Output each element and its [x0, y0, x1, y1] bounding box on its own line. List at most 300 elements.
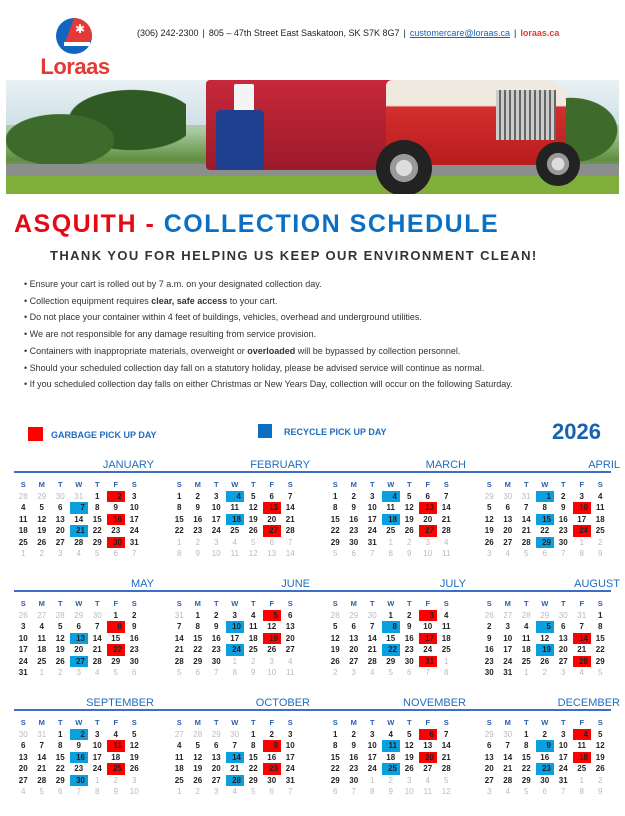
calendar-day: 6 — [288, 610, 293, 620]
calendar-day: 23 — [558, 526, 568, 535]
weekday-header: S — [443, 480, 449, 489]
calendar-day: 6 — [407, 668, 412, 677]
calendar-day: 8 — [333, 503, 338, 512]
calendar-day: 21 — [367, 645, 377, 654]
calendar-day: 2 — [388, 775, 393, 785]
calendar-day: 26 — [404, 526, 414, 535]
calendar-day: 17 — [230, 633, 240, 643]
calendar-day: 6 — [542, 549, 547, 558]
calendar-day: 2 — [214, 610, 219, 620]
calendar-day: 29 — [595, 656, 605, 666]
calendar-day: 30 — [92, 610, 102, 620]
recycle-day: 11 — [382, 740, 401, 752]
calendar-day: 2 — [561, 491, 566, 501]
weekday-header: T — [213, 480, 219, 489]
calendar-day: 2 — [333, 668, 338, 677]
calendar-day: 29 — [330, 775, 340, 785]
calendar-day: 19 — [248, 514, 258, 524]
recycle-day: 22 — [382, 644, 401, 656]
calendar-day: 11 — [175, 752, 184, 762]
calendar-day: 23 — [349, 764, 359, 773]
calendar-day: 1 — [195, 610, 200, 620]
recycle-day: 18 — [226, 514, 245, 526]
calendar-day: 30 — [230, 729, 240, 739]
calendar-day: 8 — [177, 549, 182, 558]
calendar-day: 13 — [349, 633, 359, 643]
recycle-day: 19 — [536, 644, 555, 656]
calendar-day: 7 — [370, 622, 375, 631]
garbage-day: 16 — [107, 514, 126, 526]
calendar-day: 7 — [232, 741, 237, 750]
calendar-day: 30 — [540, 775, 550, 785]
calendar-day: 10 — [558, 741, 568, 750]
calendar-day: 25 — [595, 526, 605, 535]
calendar-day: 30 — [503, 729, 513, 739]
calendar-day: 18 — [174, 764, 184, 773]
calendar-day: 1 — [579, 537, 584, 547]
weekday-header: T — [560, 718, 566, 727]
calendar-day: 9 — [407, 549, 412, 558]
garbage-day: 31 — [419, 656, 438, 668]
calendar-day: 12 — [404, 503, 414, 512]
weekday-header: S — [176, 718, 182, 727]
calendar-day: 17 — [211, 514, 221, 524]
garbage-day: 13 — [419, 502, 438, 514]
month-name: AUGUST — [574, 578, 620, 590]
calendar-day: 16 — [540, 752, 550, 762]
garbage-legend-swatch — [28, 427, 43, 441]
calendar-day: 4 — [21, 503, 26, 512]
garbage-day: 6 — [419, 729, 438, 741]
weekday-header: F — [425, 599, 431, 608]
calendar-day: 2 — [407, 537, 412, 547]
calendar-day: 1 — [177, 787, 182, 796]
weekday-header: T — [57, 718, 63, 727]
recycle-day: 4 — [382, 491, 401, 503]
weekday-header: M — [194, 480, 201, 489]
calendar-day: 7 — [561, 549, 566, 558]
calendar-day: 5 — [407, 729, 412, 739]
calendar-day: 2 — [598, 775, 603, 785]
calendar-day: 29 — [540, 610, 550, 620]
garbage-day: 10 — [573, 502, 592, 514]
weekday-header: M — [504, 599, 511, 608]
calendar-day: 26 — [484, 610, 494, 620]
calendar-day: 8 — [542, 503, 547, 512]
calendar-day: 14 — [441, 741, 451, 750]
calendar-day: 12 — [129, 741, 139, 750]
calendar-day: 22 — [248, 764, 258, 773]
calendar-day: 5 — [333, 622, 338, 631]
calendar-day: 3 — [269, 656, 274, 666]
calendar-day: 24 — [558, 764, 568, 773]
calendar-day: 29 — [484, 729, 494, 739]
calendar-day: 5 — [251, 787, 256, 796]
calendar-day: 5 — [195, 741, 200, 750]
calendar-day: 1 — [58, 729, 63, 739]
calendar-day: 2 — [351, 729, 356, 739]
weekday-header: T — [406, 718, 412, 727]
calendar-day: 17 — [18, 645, 28, 654]
calendar-day: 30 — [267, 775, 277, 785]
calendar-day: 2 — [39, 549, 44, 558]
calendar-day: 10 — [404, 787, 414, 796]
calendar-day: 18 — [386, 752, 396, 762]
weekday-header: T — [369, 599, 375, 608]
calendar-day: 15 — [386, 633, 396, 643]
calendar-day: 4 — [76, 549, 81, 558]
calendar-day: 26 — [18, 610, 28, 620]
calendar-day: 3 — [351, 668, 356, 677]
calendar-day: 11 — [577, 741, 586, 750]
calendar-day: 1 — [251, 729, 256, 739]
weekday-header: M — [38, 718, 45, 727]
calendar-day: 17 — [367, 752, 377, 762]
calendar-day: 29 — [74, 610, 84, 620]
calendar-day: 5 — [58, 622, 63, 631]
garbage-day: 28 — [573, 656, 592, 668]
calendar-day: 30 — [55, 491, 65, 501]
calendar-day: 23 — [404, 645, 414, 654]
weekday-header: S — [486, 480, 492, 489]
calendar-day: 17 — [285, 752, 295, 762]
calendar-day: 22 — [521, 764, 531, 773]
calendar-day: 27 — [211, 775, 221, 785]
calendar-day: 1 — [113, 610, 118, 620]
weekday-header: S — [597, 599, 603, 608]
calendar-day: 25 — [37, 656, 47, 666]
calendar-day: 7 — [39, 741, 44, 750]
email-link[interactable]: customercare@loraas.ca — [409, 28, 511, 38]
calendar-day: 8 — [598, 622, 603, 631]
calendar-day: 5 — [524, 787, 529, 796]
calendar-day: 24 — [285, 764, 295, 773]
calendar-day: 30 — [558, 610, 568, 620]
weekday-header: F — [425, 480, 431, 489]
calendar-day: 4 — [288, 656, 293, 666]
weekday-header: T — [523, 480, 529, 489]
calendar-day: 8 — [95, 503, 100, 512]
calendar-day: 17 — [92, 752, 102, 762]
calendar-day: 5 — [132, 729, 137, 739]
calendar-day: 9 — [195, 549, 200, 558]
calendar-day: 3 — [58, 549, 63, 558]
contact-info: (306) 242-2300 | 805 – 47th Street East Saskatoon, SK S7K 8G7 | customercare@loraas.ca | loraas.ca — [137, 28, 560, 38]
calendar-day: 6 — [351, 622, 356, 631]
calendar-day: 8 — [370, 787, 375, 796]
weekday-header: F — [579, 599, 585, 608]
calendar-day: 14 — [441, 503, 451, 512]
calendar-day: 9 — [195, 503, 200, 512]
calendar-day: 7 — [288, 787, 293, 796]
calendar-day: 13 — [211, 752, 221, 762]
recycle-day: 15 — [536, 514, 555, 526]
calendar-day: 10 — [367, 741, 377, 750]
calendar-day: 21 — [92, 645, 102, 654]
calendar-day: 24 — [92, 764, 102, 773]
weekday-header: F — [113, 480, 119, 489]
calendar-day: 28 — [174, 656, 184, 666]
calendar-day: 2 — [269, 729, 274, 739]
calendar-day: 21 — [577, 645, 587, 654]
calendar-day: 3 — [487, 549, 492, 558]
calendar-day: 6 — [214, 741, 219, 750]
calendar-day: 3 — [561, 729, 566, 739]
calendar-day: 26 — [330, 656, 340, 666]
rule-item: • Ensure your cart is rolled out by 7 a.m. on your designated collection day. — [24, 279, 322, 289]
weekday-header: W — [75, 718, 83, 727]
calendar-day: 31 — [503, 668, 513, 677]
calendar-day: 29 — [349, 610, 359, 620]
calendar-day: 29 — [193, 656, 203, 666]
calendar-day: 7 — [425, 668, 430, 677]
calendar-day: 18 — [18, 526, 28, 535]
calendar-day: 8 — [195, 622, 200, 631]
calendar-day: 9 — [351, 741, 356, 750]
calendar-day: 20 — [484, 764, 494, 773]
weekday-header: S — [486, 599, 492, 608]
calendar-day: 29 — [386, 656, 396, 666]
calendar-day: 5 — [39, 787, 44, 796]
calendar-day: 7 — [444, 491, 449, 501]
location-name: ASQUITH — [14, 210, 137, 238]
calendar-day: 13 — [423, 741, 433, 750]
hero-photo — [6, 80, 619, 194]
calendar-day: 11 — [442, 622, 451, 631]
calendar-day: 13 — [503, 514, 513, 524]
calendar-day: 10 — [129, 787, 139, 796]
recycle-day: 1 — [536, 491, 555, 503]
calendar-day: 29 — [111, 656, 121, 666]
calendar-day: 6 — [58, 503, 63, 512]
weekday-header: S — [176, 480, 182, 489]
calendar-day: 20 — [558, 645, 568, 654]
calendar-day: 8 — [58, 741, 63, 750]
calendar-day: 25 — [577, 764, 587, 773]
calendar-day: 8 — [251, 741, 256, 750]
calendar-day: 3 — [370, 729, 375, 739]
calendar-day: 25 — [521, 656, 531, 666]
calendar-day: 5 — [598, 668, 603, 677]
garbage-day: 14 — [573, 633, 592, 645]
weekday-header: T — [369, 480, 375, 489]
weekday-header: T — [213, 599, 219, 608]
calendar-day: 20 — [423, 514, 433, 524]
calendar-day: 27 — [423, 764, 433, 773]
weekday-header: F — [113, 599, 119, 608]
calendar-day: 12 — [330, 633, 340, 643]
calendar-day: 20 — [285, 633, 295, 643]
weekday-header: F — [579, 718, 585, 727]
calendar-day: 4 — [444, 537, 449, 547]
calendar-day: 27 — [55, 537, 65, 547]
weekday-header: M — [194, 599, 201, 608]
calendar-day: 4 — [505, 549, 510, 558]
calendar-day: 11 — [386, 503, 395, 512]
calendar-day: 20 — [503, 526, 513, 535]
recycle-day: 2 — [70, 729, 89, 741]
calendar-day: 2 — [58, 668, 63, 677]
calendar-day: 13 — [267, 549, 277, 558]
weekday-header: F — [269, 718, 275, 727]
calendar-day: 7 — [370, 549, 375, 558]
recycle-day: 7 — [70, 502, 89, 514]
calendar-day: 23 — [111, 526, 121, 535]
weekday-header: T — [94, 599, 100, 608]
calendar-day: 11 — [230, 549, 239, 558]
calendar-day: 29 — [330, 537, 340, 547]
calendar-day: 6 — [195, 668, 200, 677]
calendar-day: 24 — [18, 656, 28, 666]
calendar-day: 19 — [404, 514, 414, 524]
calendar-day: 10 — [423, 549, 433, 558]
rule-item: • Containers with inappropriate materials, overweight or overloaded will be bypassed by collection personnel. — [24, 345, 461, 356]
calendar-day: 16 — [349, 752, 359, 762]
calendar-day: 16 — [558, 514, 568, 524]
calendar-day: 15 — [55, 752, 65, 762]
calendar-day: 9 — [251, 668, 256, 677]
weekday-header: T — [369, 718, 375, 727]
calendar-day: 3 — [425, 537, 430, 547]
calendar-day: 12 — [267, 622, 277, 631]
calendar-day: 30 — [484, 668, 494, 677]
calendar-day: 11 — [230, 503, 239, 512]
weekday-header: T — [523, 599, 529, 608]
calendar-day: 3 — [132, 491, 137, 501]
recycle-day: 18 — [382, 514, 401, 526]
garbage-day: 5 — [263, 610, 282, 622]
calendar-day: 21 — [37, 764, 47, 773]
calendar-day: 24 — [129, 526, 139, 535]
calendar-day: 27 — [37, 610, 47, 620]
calendar-day: 12 — [37, 514, 47, 524]
garbage-day: 11 — [107, 740, 126, 752]
calendar-day: 9 — [76, 741, 81, 750]
calendar-day: 2 — [113, 775, 118, 785]
website-link[interactable]: loraas.ca — [520, 28, 560, 38]
loraas-logo[interactable] — [40, 18, 110, 79]
rule-item: • Should your scheduled collection day fall on a statutory holiday, please be advised service will continue as normal. — [24, 362, 485, 373]
calendar-day: 29 — [211, 729, 221, 739]
calendar-day: 27 — [285, 645, 295, 654]
calendar-day: 31 — [37, 729, 47, 739]
calendar-day: 12 — [484, 514, 494, 524]
calendar-day: 14 — [367, 633, 377, 643]
calendar-day: 19 — [37, 526, 47, 535]
calendar-day: 24 — [423, 645, 433, 654]
weekday-header: W — [231, 480, 239, 489]
recycle-day: 13 — [70, 633, 89, 645]
calendar-day: 31 — [577, 610, 587, 620]
calendar-day: 27 — [503, 537, 513, 547]
recycle-day: 30 — [70, 775, 89, 787]
calendar-day: 4 — [370, 668, 375, 677]
recycle-day: 28 — [226, 775, 245, 787]
recycle-day: 29 — [536, 537, 555, 549]
calendar-day: 6 — [132, 668, 137, 677]
calendar-day: 11 — [596, 503, 605, 512]
calendar-day: 31 — [558, 775, 568, 785]
calendar-day: 1 — [333, 729, 338, 739]
divider — [14, 709, 611, 711]
weekday-header: S — [597, 718, 603, 727]
calendar-day: 15 — [521, 752, 531, 762]
calendar-day: 20 — [211, 764, 221, 773]
calendar-day: 10 — [129, 503, 139, 512]
calendar-day: 18 — [248, 633, 258, 643]
calendar-day: 7 — [579, 622, 584, 631]
weekday-header: S — [597, 480, 603, 489]
calendar-day: 7 — [561, 787, 566, 796]
calendar-day: 30 — [129, 656, 139, 666]
garbage-day: 24 — [573, 525, 592, 537]
weekday-header: M — [194, 718, 201, 727]
calendar-day: 1 — [333, 491, 338, 501]
calendar-day: 6 — [505, 503, 510, 512]
calendar-day: 20 — [55, 526, 65, 535]
calendar-day: 26 — [404, 764, 414, 773]
calendar-day: 7 — [444, 729, 449, 739]
calendar-day: 27 — [349, 656, 359, 666]
calendar-day: 7 — [214, 668, 219, 677]
calendar-day: 26 — [484, 537, 494, 547]
recycle-day: 25 — [382, 763, 401, 775]
recycle-day: 24 — [226, 644, 245, 656]
garbage-day: 18 — [573, 752, 592, 764]
calendar-day: 27 — [18, 775, 28, 785]
garbage-day: 27 — [419, 525, 438, 537]
weekday-header: S — [20, 480, 26, 489]
calendar-day: 22 — [92, 526, 102, 535]
calendar-day: 3 — [214, 537, 219, 547]
calendar-day: 31 — [74, 491, 84, 501]
calendar-day: 22 — [540, 526, 550, 535]
calendar-day: 15 — [595, 633, 605, 643]
weekday-header: T — [406, 480, 412, 489]
calendar-day: 7 — [95, 622, 100, 631]
month-name: FEBRUARY — [250, 459, 310, 471]
calendar-day: 28 — [503, 775, 513, 785]
calendar-day: 15 — [92, 514, 102, 524]
recycle-day: 16 — [70, 752, 89, 764]
calendar-day: 23 — [129, 645, 139, 654]
calendar-day: 4 — [232, 787, 237, 796]
calendar-day: 7 — [524, 503, 529, 512]
calendar-day: 3 — [288, 729, 293, 739]
calendar-day: 14 — [92, 633, 102, 643]
calendar-day: 11 — [249, 622, 258, 631]
calendar-day: 3 — [214, 787, 219, 796]
weekday-header: F — [425, 718, 431, 727]
calendar-day: 11 — [522, 633, 531, 643]
calendar-day: 25 — [441, 645, 451, 654]
calendar-day: 28 — [92, 656, 102, 666]
weekday-header: S — [20, 718, 26, 727]
calendar-day: 12 — [248, 503, 258, 512]
calendar-day: 11 — [423, 787, 432, 796]
calendar-day: 30 — [211, 656, 221, 666]
calendar-day: 6 — [58, 787, 63, 796]
calendar-day: 21 — [521, 526, 531, 535]
weekday-header: M — [504, 718, 511, 727]
calendar-day: 22 — [55, 764, 65, 773]
garbage-day: 2 — [107, 491, 126, 503]
calendar-day: 20 — [18, 764, 28, 773]
calendar-day: 9 — [388, 787, 393, 796]
calendar-day: 2 — [195, 491, 200, 501]
calendar-day: 28 — [74, 537, 84, 547]
calendar-day: 1 — [388, 610, 393, 620]
